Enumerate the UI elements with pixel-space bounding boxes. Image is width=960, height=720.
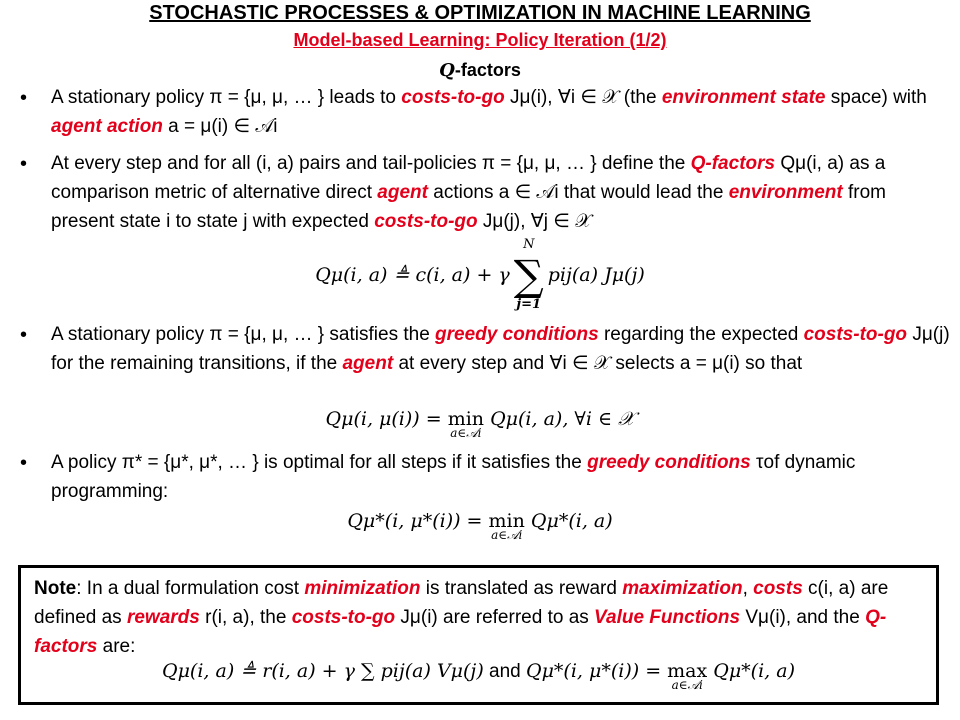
eq2-op: min [447, 408, 485, 430]
b2-r1: Q-factors [690, 153, 776, 174]
b2-r2: agent [377, 182, 428, 203]
bullet-4-text [51, 448, 951, 506]
note-eq-left: Qμ(i, a) ≜ r(i, a) + γ ∑ pij(a) Vμ(j) [162, 660, 484, 682]
eq2-left: Qμ(i, μ(i)) = [325, 408, 448, 430]
b4-r1: greedy conditions [587, 452, 751, 473]
b1-s4: a = μ(i) ∈ 𝒜i [162, 116, 278, 137]
b1-s2: Jμ(i), ∀i ∈ 𝒳 (the [504, 87, 662, 108]
eq3-left: Qμ*(i, μ*(i)) = [347, 510, 489, 532]
b1-s1: A stationary policy π = {μ, μ, … } leads to [51, 87, 402, 108]
bullet-2-text [51, 149, 951, 236]
bullet-1-text [51, 83, 951, 141]
note-equation [21, 660, 936, 692]
optimality-equation [0, 510, 960, 542]
note-eq-right-a: Qμ*(i, μ*(i)) = [526, 660, 668, 682]
eq2-sub: a∈𝒜i [450, 426, 482, 440]
n-s3: , [742, 578, 754, 599]
section-heading [0, 60, 960, 81]
b3-r3: agent [342, 353, 394, 374]
bullet-marker-1: • [20, 87, 28, 109]
n-r6: Value Functions [594, 607, 741, 628]
bullet-3-text [51, 320, 951, 378]
b4-s2: τof dynamic programming: [51, 452, 856, 502]
n-r3: costs [753, 578, 803, 599]
bullet-marker-3: • [20, 324, 28, 346]
n-s6: Jμ(i) are referred to as [395, 607, 595, 628]
b1-r1: costs-to-go [401, 87, 505, 108]
b1-s3: space) with [825, 87, 927, 108]
summation-symbol: ∑ N j=1 [510, 256, 548, 296]
slide-subtitle: Model-based Learning: Policy Iteration (1/2) [293, 30, 667, 50]
n-s7: Vμ(i), and the [740, 607, 866, 628]
b3-r1: greedy conditions [435, 324, 599, 345]
n-s5: r(i, a), the [199, 607, 292, 628]
sum-upper: N [523, 237, 535, 252]
b3-s4: at every step and ∀i ∈ 𝒳 selects a = μ(i) so that [393, 353, 803, 374]
n-s1: : In a dual formulation cost [76, 578, 305, 599]
greedy-condition-equation [0, 408, 960, 440]
b3-r2: costs-to-go [803, 324, 908, 345]
n-r1: minimization [304, 578, 421, 599]
eq2-right: Qμ(i, a), ∀i ∈ 𝒳 [484, 408, 635, 430]
b3-s3: Jμ(j) for the remaining transitions, if the [51, 324, 950, 374]
section-label: -factors [454, 60, 521, 80]
max-operator [667, 660, 708, 692]
note-label: Note [34, 578, 77, 599]
eq3-sub: a∈𝒜i [491, 528, 523, 542]
n-s4: c(i, a) are defined as [34, 578, 889, 628]
min-operator-2 [488, 510, 525, 542]
b4-s1: A policy π* = {μ*, μ*, … } is optimal for all steps if it satisfies the [51, 452, 588, 473]
n-s2: is translated as reward [420, 578, 623, 599]
sum-lower: j=1 [516, 297, 542, 312]
n-r4: rewards [126, 607, 200, 628]
note-eq-mid: and [483, 661, 526, 682]
n-s8: are: [97, 636, 136, 657]
note-box [18, 565, 939, 705]
note-eq-op: max [667, 660, 708, 682]
n-r5: costs-to-go [291, 607, 396, 628]
b2-s3: actions a ∈ 𝒜i that would lead the [427, 182, 729, 203]
b2-s2: Qμ(i, a) as a comparison metric of alternative direct [51, 153, 886, 203]
min-operator [447, 408, 485, 440]
b2-s4: from present state i to state j with expected [51, 182, 886, 232]
eq1-left: Qμ(i, a) ≜ c(i, a) + γ [315, 264, 510, 286]
eq3-right: Qμ*(i, a) [524, 510, 613, 532]
q-factor-equation [0, 237, 960, 312]
eq1-right: pij(a) Jμ(j) [547, 264, 645, 286]
note-eq-right-b: Qμ*(i, a) [707, 660, 795, 682]
eq3-op: min [488, 510, 525, 532]
note-eq-sub: a∈𝒜i [671, 678, 703, 692]
section-q: Q [439, 60, 455, 81]
note-text [34, 574, 934, 661]
b2-s1: At every step and for all (i, a) pairs and tail-policies π = {μ, μ, … } define the [51, 153, 691, 174]
b3-s2: regarding the expected [598, 324, 804, 345]
b3-s1: A stationary policy π = {μ, μ, … } satisfies the [51, 324, 436, 345]
b1-r2: environment state [661, 87, 826, 108]
n-r2: maximization [622, 578, 743, 599]
b2-s5: Jμ(j), ∀j ∈ 𝒳 [477, 211, 592, 232]
course-title: STOCHASTIC PROCESSES & OPTIMIZATION IN MACHINE LEARNING [149, 2, 811, 24]
b2-r3: environment [728, 182, 843, 203]
n-r7: Q-factors [34, 607, 887, 657]
bullet-marker-2: • [20, 153, 28, 175]
bullet-marker-4: • [20, 452, 28, 474]
b2-r4: costs-to-go [374, 211, 478, 232]
b1-r3: agent action [51, 116, 163, 137]
